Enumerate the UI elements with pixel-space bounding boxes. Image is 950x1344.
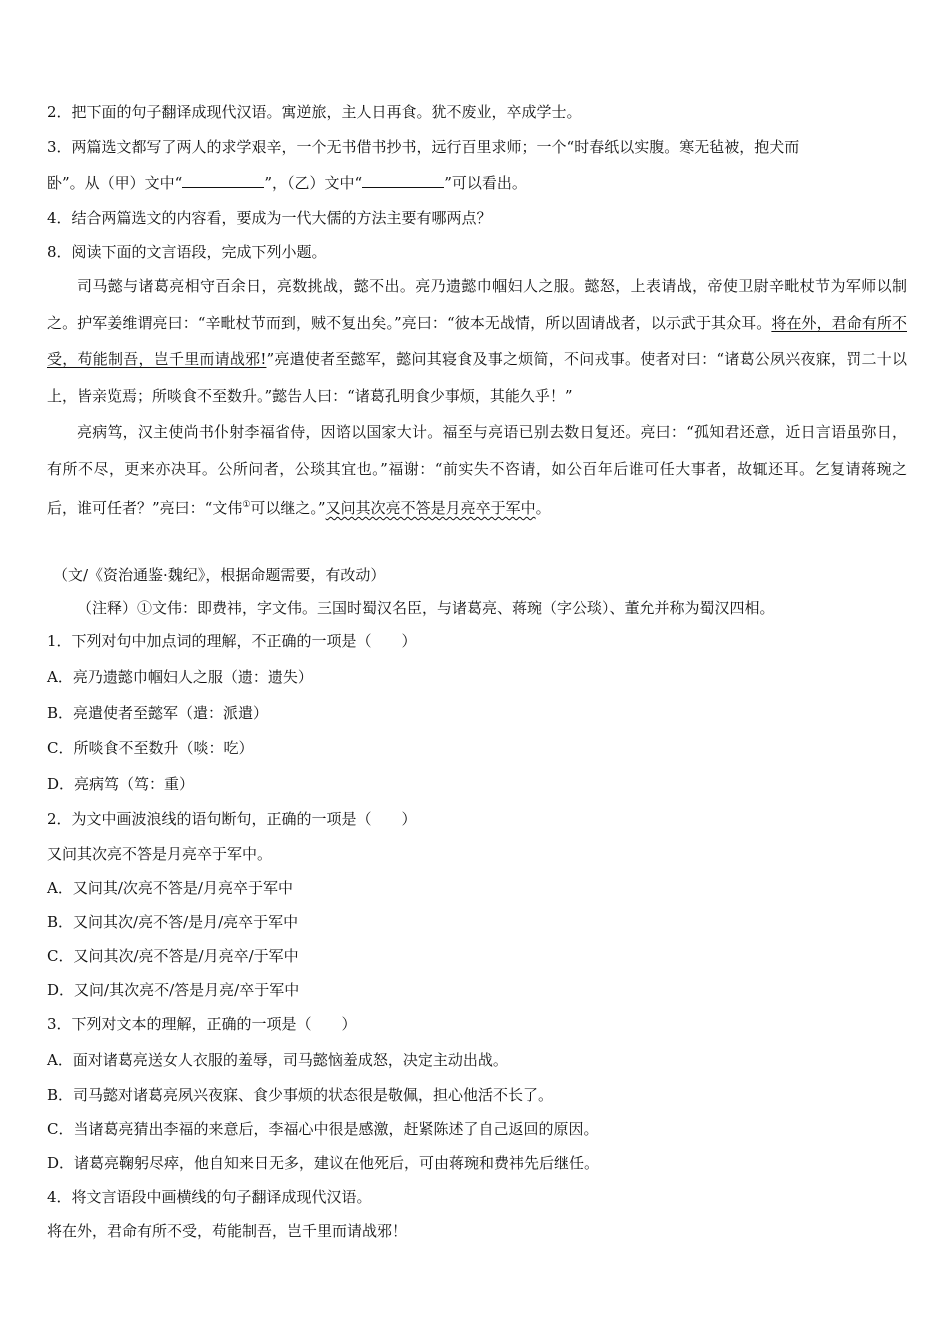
passage-source: （文/《资治通鉴·魏纪》，根据命题需要，有改动）	[53, 566, 386, 584]
question-2-translate: 2．把下面的句子翻译成现代汉语。寓逆旅，主人日再食。犹不废业，卒成学士。	[47, 103, 582, 121]
sub-question-2-stem: 2．为文中画波浪线的语句断句，正确的一项是（ ）	[47, 810, 417, 828]
sub-question-3-option-b[interactable]: B．司马懿对诸葛亮夙兴夜寐、食少事烦的状态很是敬佩，担心他活不长了。	[47, 1086, 554, 1104]
passage-paragraph-2: 亮病笃，汉主使尚书仆射李福省侍，因谘以国家大计。福至与亮语已别去数日复还。亮曰：“孤知君还意，近日言语虽弥日，有所不尽，更来亦决耳。公所问者，公琰其宜也。”福谢：“前实失不咨请，如公百年后谁可任大事者，故辄还耳。乞复请蒋琬之后，谁可任者？”亮曰：“文伟①可以继之。”又问其次亮不答是月亮卒于军中。	[47, 423, 907, 517]
sub-question-1-stem: 1．下列对句中加点词的理解，不正确的一项是（ ）	[47, 632, 417, 650]
sub-question-2-option-d[interactable]: D．又问/其次亮不/答是月亮/卒于军中	[47, 981, 300, 999]
answer-blank-yi[interactable]	[362, 173, 444, 188]
question-3-compare-line1: 3．两篇选文都写了两人的求学艰辛，一个无书借书抄书，远行百里求师；一个“时春纸以实腹。寒无毡被，抱犬而	[47, 138, 800, 156]
sub-question-2-option-b[interactable]: B．又问其次/亮不答/是月/亮卒于军中	[47, 913, 299, 931]
sub-question-2-option-c[interactable]: C．又问其次/亮不答是/月亮卒/于军中	[47, 947, 299, 965]
sub-question-1-option-a[interactable]: A．亮乃遗懿巾帼妇人之服（遗：遗失）	[47, 668, 313, 686]
wavy-underlined-sentence: 又问其次亮不答是月亮卒于军中	[325, 499, 536, 517]
passage-paragraph-1: 司马懿与诸葛亮相守百余日，亮数挑战，懿不出。亮乃遗懿巾帼妇人之服。懿怒，上表请战，帝使卫尉辛毗杖节为军师以制之。护军姜维谓亮曰：“辛毗杖节而到，贼不复出矣。”亮曰：“彼本无战情，所以固请战者，以示武于其众耳。将在外，君命有所不受，苟能制吾，岂千里而请战邪!”亮遣使者至懿军，懿问其寝食及事之烦简，不问戎事。使者对曰：“诸葛公夙兴夜寐，罚二十以上，皆亲览焉；所啖食不至数升。”懿告人曰：“诸葛孔明食少事烦，其能久乎！”	[47, 277, 907, 405]
sub-question-3-option-d[interactable]: D．诸葛亮鞠躬尽瘁，他自知来日无多，建议在他死后，可由蒋琬和费祎先后继任。	[47, 1154, 600, 1172]
sub-question-1-option-b[interactable]: B．亮遣使者至懿军（遣：派遣）	[47, 704, 269, 722]
question-3-compare-line2: 卧”。从（甲）文中“ ”，（乙）文中“ ”可以看出。	[47, 174, 527, 192]
sub-question-2-sentence: 又问其次亮不答是月亮卒于军中。	[47, 845, 273, 863]
sub-question-4-sentence: 将在外，君命有所不受，苟能制吾，岂千里而请战邪！	[47, 1222, 408, 1240]
sub-question-1-option-c[interactable]: C．所啖食不至数升（啖：吃）	[47, 739, 254, 757]
underlined-sentence: 将在外，君命有所不受，苟能制吾，岂千里而请战邪!	[47, 313, 907, 368]
question-8-title: 8．阅读下面的文言语段，完成下列小题。	[47, 243, 327, 261]
sub-question-4-stem: 4．将文言语段中画横线的句子翻译成现代汉语。	[47, 1188, 372, 1206]
classical-passage	[47, 268, 907, 527]
sub-question-2-option-a[interactable]: A．又问其/次亮不答是/月亮卒于军中	[47, 879, 293, 897]
sub-question-1-option-d[interactable]: D．亮病笃（笃：重）	[47, 775, 195, 793]
question-4-methods: 4．结合两篇选文的内容看，要成为一代大儒的方法主要有哪两点？	[47, 209, 492, 227]
footnote-marker: ①	[242, 500, 251, 510]
sub-question-3-option-a[interactable]: A．面对诸葛亮送女人衣服的羞辱，司马懿恼羞成怒，决定主动出战。	[47, 1051, 508, 1069]
sub-question-3-stem: 3．下列对文本的理解，正确的一项是（ ）	[47, 1015, 357, 1033]
answer-blank-jia[interactable]	[182, 173, 264, 188]
passage-note: （注释）①文伟：即费祎，字文伟。三国时蜀汉名臣，与诸葛亮、蒋琬（字公琰）、董允并称为蜀汉四相。	[77, 599, 775, 617]
sub-question-3-option-c[interactable]: C．当诸葛亮猜出李福的来意后，李福心中很是感激，赶紧陈述了自己返回的原因。	[47, 1120, 599, 1138]
